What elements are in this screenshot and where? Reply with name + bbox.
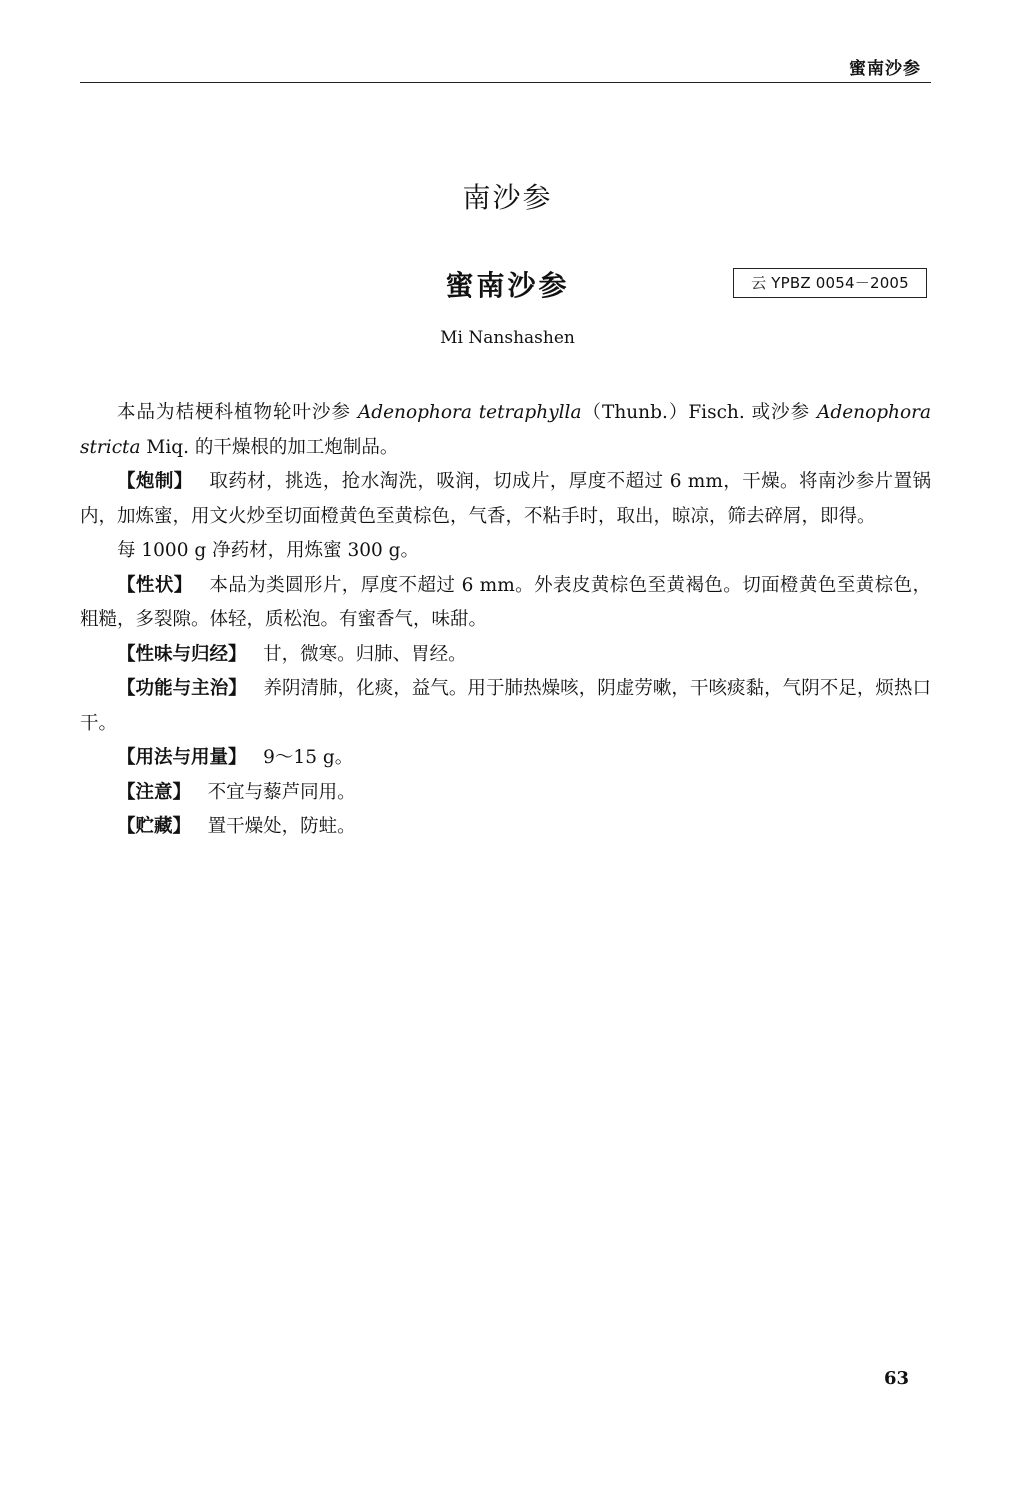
section-text: 置干燥处，防蛀。 — [207, 816, 356, 837]
property-meridian-paragraph — [80, 638, 931, 673]
running-header — [80, 52, 931, 83]
intro-text: 本品为桔梗科植物轮叶沙参 — [117, 402, 358, 423]
section-label: 【性状】 — [117, 574, 193, 596]
intro-paragraph — [80, 396, 931, 465]
page-number: 63 — [883, 1368, 909, 1389]
section-text: 养阴清肺，化痰，益气。用于肺热燥咳，阴虚劳嗽，干咳痰黏，气阴不足，烦热口干。 — [80, 678, 931, 734]
entry-title: 蜜南沙参 — [445, 269, 570, 302]
function-indication-paragraph — [80, 672, 931, 741]
section-label: 【用法与用量】 — [117, 747, 247, 768]
species-name: Adenophora stricta — [80, 402, 931, 458]
honey-ratio-paragraph — [80, 534, 931, 569]
pinyin-name: Mi Nanshashen — [440, 328, 575, 348]
section-text: 9～15 g。 — [263, 747, 354, 768]
intro-text: Miq. 的干燥根的加工炮制品。 — [140, 436, 399, 458]
section-label: 【功能与主治】 — [117, 678, 247, 699]
section-title: 南沙参 — [462, 181, 553, 214]
species-name: Adenophora tetraphylla — [357, 402, 582, 423]
intro-text: （Thunb.）Fisch. 或沙参 — [581, 402, 817, 423]
monograph-body — [80, 396, 931, 845]
running-header-title: 蜜南沙参 — [849, 59, 921, 79]
section-label: 【性味与归经】 — [117, 643, 247, 665]
section-text: 取药材，挑选，抢水淘洗，吸润，切成片，厚度不超过 6 mm，干燥。将南沙参片置锅内，加炼蜜，用文火炒至切面橙黄色至黄棕色，气香，不粘手时，取出，晾凉，筛去碎屑，即得。 — [80, 471, 931, 527]
caution-paragraph — [80, 776, 931, 811]
section-label: 【炮制】 — [117, 471, 193, 492]
section-text: 每 1000 g 净药材，用炼蜜 300 g。 — [117, 540, 419, 561]
section-label: 【贮藏】 — [117, 816, 192, 837]
section-text: 本品为类圆形片，厚度不超过 6 mm。外表皮黄棕色至黄褐色。切面橙黄色至黄棕色，粗糙，多裂隙。体轻，质松泡。有蜜香气，味甜。 — [80, 574, 931, 630]
processing-paragraph — [80, 465, 931, 534]
standard-code-box: 云 YPBZ 0054－2005 — [733, 268, 927, 298]
description-paragraph — [80, 569, 931, 638]
section-text: 甘，微寒。归肺、胃经。 — [263, 643, 467, 665]
section-text: 不宜与藜芦同用。 — [207, 781, 356, 803]
section-label: 【注意】 — [117, 781, 192, 803]
dosage-paragraph — [80, 741, 931, 776]
storage-paragraph — [80, 810, 931, 845]
